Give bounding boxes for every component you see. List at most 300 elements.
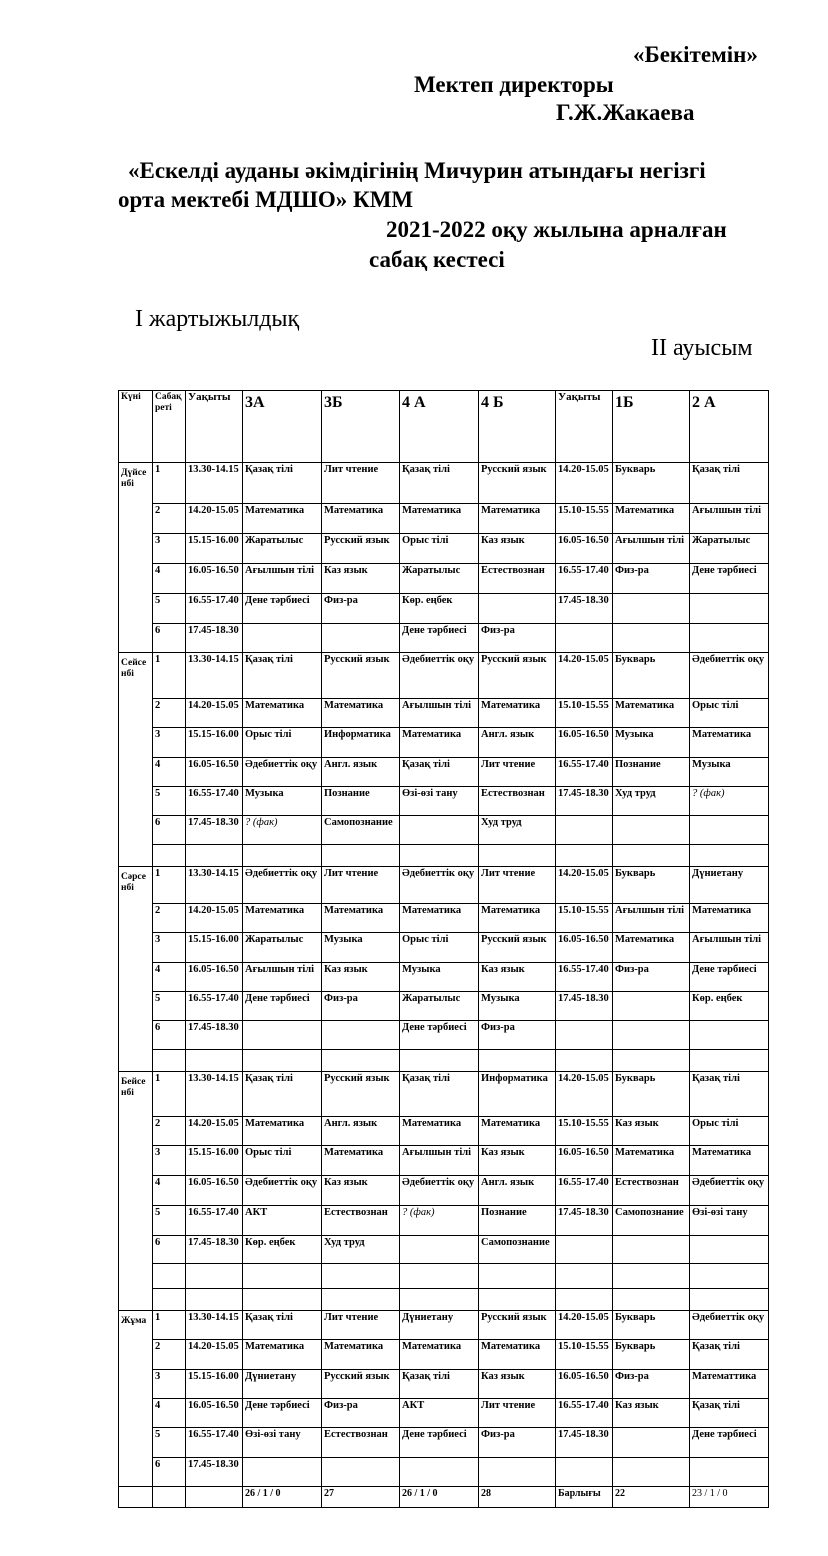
schedule-row	[119, 963, 769, 992]
time-2: 17.45-18.30	[556, 1428, 613, 1458]
class-3a: АКТ	[243, 1206, 322, 1236]
lesson-number	[153, 1289, 186, 1311]
col-header-day: Күні	[119, 391, 153, 463]
schedule-row	[119, 867, 769, 904]
class-4a: Жаратылыс	[400, 992, 479, 1021]
class-3b: Естествознан	[322, 1206, 400, 1236]
class-4b: Лит чтение	[479, 758, 556, 787]
class-3a	[243, 1050, 322, 1072]
class-3a: Орыс тілі	[243, 728, 322, 758]
schedule-row	[119, 758, 769, 787]
class-2a: Математика	[690, 728, 769, 758]
class-3b: Физ-ра	[322, 1399, 400, 1428]
class-4a: Дүниетану	[400, 1311, 479, 1340]
class-2a	[690, 845, 769, 867]
time-2	[556, 1458, 613, 1487]
start-time: 17.45-18.30	[186, 1021, 243, 1050]
class-4b	[479, 1289, 556, 1311]
class-4b: Русский язык	[479, 1311, 556, 1340]
lesson-number: 4	[153, 1176, 186, 1206]
class-4a: Математика	[400, 504, 479, 534]
class-4b	[479, 1264, 556, 1289]
start-time: 13.30-14.15	[186, 463, 243, 504]
class-4b	[479, 594, 556, 624]
start-time: 17.45-18.30	[186, 816, 243, 845]
lesson-number: 3	[153, 1146, 186, 1176]
start-time: 16.55-17.40	[186, 1206, 243, 1236]
class-4a: Ағылшын тілі	[400, 1146, 479, 1176]
time-2: 17.45-18.30	[556, 787, 613, 816]
class-3b	[322, 845, 400, 867]
class-3a: Қазақ тілі	[243, 463, 322, 504]
class-3a: Ағылшын тілі	[243, 963, 322, 992]
class-3a	[243, 1264, 322, 1289]
class-1b: Естествознан	[613, 1176, 690, 1206]
schedule-row	[119, 1340, 769, 1370]
lesson-number: 1	[153, 1311, 186, 1340]
start-time: 13.30-14.15	[186, 653, 243, 699]
class-1b	[613, 1050, 690, 1072]
class-3a: Әдебиеттік оқу	[243, 758, 322, 787]
class-4b: Каз язык	[479, 534, 556, 564]
class-3b: Познание	[322, 787, 400, 816]
class-3a: Математика	[243, 1117, 322, 1146]
class-1b: Математика	[613, 504, 690, 534]
start-time: 13.30-14.15	[186, 867, 243, 904]
class-2a	[690, 1289, 769, 1311]
start-time: 13.30-14.15	[186, 1072, 243, 1117]
class-1b: Худ труд	[613, 787, 690, 816]
class-2a	[690, 816, 769, 845]
time-2: 14.20-15.05	[556, 1311, 613, 1340]
start-time: 14.20-15.05	[186, 1340, 243, 1370]
day-name: Бейсенбі	[119, 1072, 153, 1311]
class-1b: Физ-ра	[613, 1370, 690, 1399]
schedule-row	[119, 1072, 769, 1117]
total-cell: Барлығы	[556, 1487, 613, 1508]
start-time: 16.05-16.50	[186, 1176, 243, 1206]
class-1b: Каз язык	[613, 1117, 690, 1146]
class-4b: Математика	[479, 699, 556, 728]
class-2a: Ағылшын тілі	[690, 933, 769, 963]
schedule-row	[119, 504, 769, 534]
start-time: 16.55-17.40	[186, 787, 243, 816]
lesson-number	[153, 845, 186, 867]
header-row	[119, 391, 769, 463]
lesson-number: 3	[153, 728, 186, 758]
day-name: Сәрсенбі	[119, 867, 153, 1072]
class-4b: Математика	[479, 1340, 556, 1370]
col-header-4b: 4 Б	[479, 391, 556, 463]
class-3b: Русский язык	[322, 1370, 400, 1399]
class-2a: Дене тәрбиесі	[690, 963, 769, 992]
start-time: 17.45-18.30	[186, 1236, 243, 1264]
time-2: 17.45-18.30	[556, 1206, 613, 1236]
col-header-3b: 3Б	[322, 391, 400, 463]
time-2: 16.55-17.40	[556, 564, 613, 594]
lesson-number: 2	[153, 904, 186, 933]
start-time: 17.45-18.30	[186, 624, 243, 653]
time-2: 16.55-17.40	[556, 758, 613, 787]
start-time: 15.15-16.00	[186, 534, 243, 564]
class-3a: Орыс тілі	[243, 1146, 322, 1176]
start-time: 16.05-16.50	[186, 963, 243, 992]
lesson-number: 6	[153, 624, 186, 653]
day-name: Жұма	[119, 1311, 153, 1487]
time-2	[556, 624, 613, 653]
class-3b: Лит чтение	[322, 1311, 400, 1340]
lesson-number: 5	[153, 787, 186, 816]
class-4a: Жаратылыс	[400, 564, 479, 594]
lesson-number: 1	[153, 463, 186, 504]
class-4a: ? (фак)	[400, 1206, 479, 1236]
lesson-number: 4	[153, 1399, 186, 1428]
time-2: 14.20-15.05	[556, 1072, 613, 1117]
class-4a: Қазақ тілі	[400, 758, 479, 787]
lesson-number: 5	[153, 992, 186, 1021]
lesson-number: 1	[153, 1072, 186, 1117]
class-1b: Самопознание	[613, 1206, 690, 1236]
class-3b: Англ. язык	[322, 758, 400, 787]
class-4b: Познание	[479, 1206, 556, 1236]
class-2a: Математика	[690, 904, 769, 933]
class-4a: АКТ	[400, 1399, 479, 1428]
start-time: 17.45-18.30	[186, 1458, 243, 1487]
start-time: 15.15-16.00	[186, 1146, 243, 1176]
schedule-table	[118, 390, 769, 1508]
start-time: 16.55-17.40	[186, 992, 243, 1021]
class-3b: Русский язык	[322, 653, 400, 699]
class-4a: Математика	[400, 1340, 479, 1370]
class-2a: Әдебиеттік оқу	[690, 653, 769, 699]
class-4b: Физ-ра	[479, 1428, 556, 1458]
schedule-row	[119, 699, 769, 728]
class-3b	[322, 1289, 400, 1311]
time-2: 16.05-16.50	[556, 1146, 613, 1176]
class-4b: Худ труд	[479, 816, 556, 845]
start-time	[186, 1289, 243, 1311]
lesson-number: 5	[153, 1428, 186, 1458]
start-time: 14.20-15.05	[186, 699, 243, 728]
director-name: Г.Ж.Жакаева	[556, 100, 695, 125]
class-3a: Көр. еңбек	[243, 1236, 322, 1264]
start-time	[186, 1264, 243, 1289]
lesson-number: 2	[153, 1117, 186, 1146]
lesson-number	[153, 1264, 186, 1289]
class-2a: Қазақ тілі	[690, 1399, 769, 1428]
total-cell: 26 / 1 / 0	[243, 1487, 322, 1508]
class-4a	[400, 845, 479, 867]
class-4b: Информатика	[479, 1072, 556, 1117]
schedule-row	[119, 787, 769, 816]
start-time: 16.55-17.40	[186, 1428, 243, 1458]
class-1b: Букварь	[613, 653, 690, 699]
schedule-row	[119, 1176, 769, 1206]
time-2: 15.10-15.55	[556, 904, 613, 933]
time-2: 16.05-16.50	[556, 1370, 613, 1399]
schedule-row	[119, 1117, 769, 1146]
class-2a	[690, 1458, 769, 1487]
class-4b	[479, 1050, 556, 1072]
class-4a: Көр. еңбек	[400, 594, 479, 624]
class-3b: Информатика	[322, 728, 400, 758]
time-2: 15.10-15.55	[556, 504, 613, 534]
start-time: 15.15-16.00	[186, 728, 243, 758]
total-cell: 27	[322, 1487, 400, 1508]
class-4a: Қазақ тілі	[400, 463, 479, 504]
class-2a: Дене тәрбиесі	[690, 564, 769, 594]
schedule-row	[119, 653, 769, 699]
class-3a	[243, 1289, 322, 1311]
class-2a	[690, 1021, 769, 1050]
class-3a: Қазақ тілі	[243, 653, 322, 699]
lesson-number: 1	[153, 653, 186, 699]
start-time: 15.15-16.00	[186, 933, 243, 963]
class-1b: Музыка	[613, 728, 690, 758]
class-3a	[243, 624, 322, 653]
class-4b: Англ. язык	[479, 728, 556, 758]
time-2	[556, 1236, 613, 1264]
start-time: 16.05-16.50	[186, 1399, 243, 1428]
lesson-number: 1	[153, 867, 186, 904]
class-4a: Қазақ тілі	[400, 1072, 479, 1117]
lesson-number: 6	[153, 816, 186, 845]
class-4b: Физ-ра	[479, 624, 556, 653]
class-4a: Дене тәрбиесі	[400, 1021, 479, 1050]
class-4b: Каз язык	[479, 1146, 556, 1176]
time-2: 17.45-18.30	[556, 594, 613, 624]
lesson-number: 4	[153, 963, 186, 992]
class-1b: Букварь	[613, 1340, 690, 1370]
class-3b: Физ-ра	[322, 594, 400, 624]
class-4a	[400, 816, 479, 845]
class-4a: Музыка	[400, 963, 479, 992]
start-time	[186, 1050, 243, 1072]
class-3a: Дене тәрбиесі	[243, 594, 322, 624]
class-4a: Математика	[400, 1117, 479, 1146]
class-3a: Өзі-өзі тану	[243, 1428, 322, 1458]
class-3b: Худ труд	[322, 1236, 400, 1264]
school-title-line2: орта мектебі МДШО» КММ	[118, 187, 414, 212]
class-1b	[613, 845, 690, 867]
time-2: 15.10-15.55	[556, 1340, 613, 1370]
class-2a: Жаратылыс	[690, 534, 769, 564]
start-time: 13.30-14.15	[186, 1311, 243, 1340]
total-cell: 22	[613, 1487, 690, 1508]
class-2a: Қазақ тілі	[690, 1072, 769, 1117]
col-header-3a: 3А	[243, 391, 322, 463]
schedule-row	[119, 1146, 769, 1176]
class-1b	[613, 594, 690, 624]
class-1b	[613, 1264, 690, 1289]
time-2: 16.55-17.40	[556, 963, 613, 992]
schedule-row	[119, 1370, 769, 1399]
col-header-lesson: Сабақ реті	[153, 391, 186, 463]
day-name: Дүйсенбі	[119, 463, 153, 653]
class-3b	[322, 1264, 400, 1289]
class-3a: Әдебиеттік оқу	[243, 1176, 322, 1206]
class-2a: ? (фак)	[690, 787, 769, 816]
class-4b: Русский язык	[479, 933, 556, 963]
schedule-row	[119, 904, 769, 933]
class-4a	[400, 1264, 479, 1289]
class-3b: Лит чтение	[322, 463, 400, 504]
class-3a	[243, 1458, 322, 1487]
class-4a: Дене тәрбиесі	[400, 624, 479, 653]
class-2a: Өзі-өзі тану	[690, 1206, 769, 1236]
class-4a: Математика	[400, 728, 479, 758]
class-3a: Жаратылыс	[243, 933, 322, 963]
class-1b	[613, 1458, 690, 1487]
lesson-number: 6	[153, 1236, 186, 1264]
class-1b	[613, 1021, 690, 1050]
class-1b: Букварь	[613, 1072, 690, 1117]
class-2a	[690, 1264, 769, 1289]
class-3a: Қазақ тілі	[243, 1072, 322, 1117]
start-time: 16.05-16.50	[186, 564, 243, 594]
start-time: 16.05-16.50	[186, 758, 243, 787]
col-header-2a: 2 А	[690, 391, 769, 463]
schedule-row	[119, 1264, 769, 1289]
schedule-row	[119, 564, 769, 594]
time-2: 16.05-16.50	[556, 728, 613, 758]
class-1b: Букварь	[613, 1311, 690, 1340]
class-4b: Русский язык	[479, 463, 556, 504]
class-1b: Каз язык	[613, 1399, 690, 1428]
class-4b	[479, 1458, 556, 1487]
schedule-row	[119, 594, 769, 624]
class-3b: Самопознание	[322, 816, 400, 845]
class-2a: Музыка	[690, 758, 769, 787]
schedule-row	[119, 1021, 769, 1050]
class-4b: Математика	[479, 1117, 556, 1146]
schedule-row	[119, 728, 769, 758]
class-2a: Математтика	[690, 1370, 769, 1399]
class-3a: Қазақ тілі	[243, 1311, 322, 1340]
class-3a: Ағылшын тілі	[243, 564, 322, 594]
schedule-row	[119, 1311, 769, 1340]
start-time: 14.20-15.05	[186, 904, 243, 933]
time-2: 15.10-15.55	[556, 1117, 613, 1146]
class-3b	[322, 1050, 400, 1072]
class-4b: Русский язык	[479, 653, 556, 699]
start-time: 16.55-17.40	[186, 594, 243, 624]
class-3a: Әдебиеттік оқу	[243, 867, 322, 904]
class-3b: Англ. язык	[322, 1117, 400, 1146]
class-3b: Математика	[322, 504, 400, 534]
lesson-number: 6	[153, 1458, 186, 1487]
lesson-number: 2	[153, 504, 186, 534]
class-4b: Лит чтение	[479, 1399, 556, 1428]
class-4b	[479, 845, 556, 867]
time-2	[556, 1021, 613, 1050]
class-3b: Каз язык	[322, 564, 400, 594]
class-1b	[613, 1289, 690, 1311]
time-2: 16.55-17.40	[556, 1176, 613, 1206]
lesson-number: 5	[153, 1206, 186, 1236]
time-2: 16.05-16.50	[556, 933, 613, 963]
class-2a: Ағылшын тілі	[690, 504, 769, 534]
class-2a: Көр. еңбек	[690, 992, 769, 1021]
col-header-1b: 1Б	[613, 391, 690, 463]
class-3b: Естествознан	[322, 1428, 400, 1458]
class-2a: Дене тәрбиесі	[690, 1428, 769, 1458]
schedule-row	[119, 534, 769, 564]
col-header-time: Уақыты	[186, 391, 243, 463]
class-1b: Математика	[613, 1146, 690, 1176]
class-4a	[400, 1458, 479, 1487]
class-4b: Естествознан	[479, 787, 556, 816]
class-4a: Әдебиеттік оқу	[400, 867, 479, 904]
time-2	[556, 816, 613, 845]
time-2: 14.20-15.05	[556, 867, 613, 904]
lesson-number: 2	[153, 1340, 186, 1370]
total-cell	[186, 1487, 243, 1508]
class-1b	[613, 624, 690, 653]
day-name: Сейсенбі	[119, 653, 153, 867]
time-2: 14.20-15.05	[556, 653, 613, 699]
class-2a: Қазақ тілі	[690, 463, 769, 504]
class-3b: Каз язык	[322, 963, 400, 992]
schedule-row	[119, 1236, 769, 1264]
class-1b: Физ-ра	[613, 963, 690, 992]
start-time	[186, 845, 243, 867]
lesson-number: 6	[153, 1021, 186, 1050]
schedule-row	[119, 845, 769, 867]
class-3a: Математика	[243, 699, 322, 728]
class-3a: Дене тәрбиесі	[243, 1399, 322, 1428]
start-time: 15.15-16.00	[186, 1370, 243, 1399]
director-title: Мектеп директоры	[414, 72, 614, 97]
class-4a: Ағылшын тілі	[400, 699, 479, 728]
class-1b: Математика	[613, 699, 690, 728]
class-2a	[690, 594, 769, 624]
lesson-number	[153, 1050, 186, 1072]
class-4b: Каз язык	[479, 1370, 556, 1399]
class-4b: Математика	[479, 504, 556, 534]
class-4a: Қазақ тілі	[400, 1370, 479, 1399]
totals-row	[119, 1487, 769, 1508]
class-2a: Математика	[690, 1146, 769, 1176]
class-3b: Математика	[322, 904, 400, 933]
time-2	[556, 1289, 613, 1311]
lesson-number: 3	[153, 534, 186, 564]
class-4a: Орыс тілі	[400, 534, 479, 564]
class-3a: ? (фак)	[243, 816, 322, 845]
class-3a: Математика	[243, 504, 322, 534]
time-2	[556, 1050, 613, 1072]
class-1b: Физ-ра	[613, 564, 690, 594]
class-2a	[690, 1236, 769, 1264]
start-time: 14.20-15.05	[186, 504, 243, 534]
class-3b: Математика	[322, 1340, 400, 1370]
class-3a: Математика	[243, 1340, 322, 1370]
time-2: 15.10-15.55	[556, 699, 613, 728]
class-1b: Ағылшын тілі	[613, 904, 690, 933]
total-cell: 26 / 1 / 0	[400, 1487, 479, 1508]
class-4a: Орыс тілі	[400, 933, 479, 963]
class-4b: Естествознан	[479, 564, 556, 594]
class-2a: Орыс тілі	[690, 699, 769, 728]
time-2: 16.05-16.50	[556, 534, 613, 564]
class-3b: Каз язык	[322, 1176, 400, 1206]
total-cell	[153, 1487, 186, 1508]
class-1b: Букварь	[613, 463, 690, 504]
class-3b: Русский язык	[322, 534, 400, 564]
start-time: 14.20-15.05	[186, 1117, 243, 1146]
schedule-row	[119, 1050, 769, 1072]
class-2a: Әдебиеттік оқу	[690, 1311, 769, 1340]
